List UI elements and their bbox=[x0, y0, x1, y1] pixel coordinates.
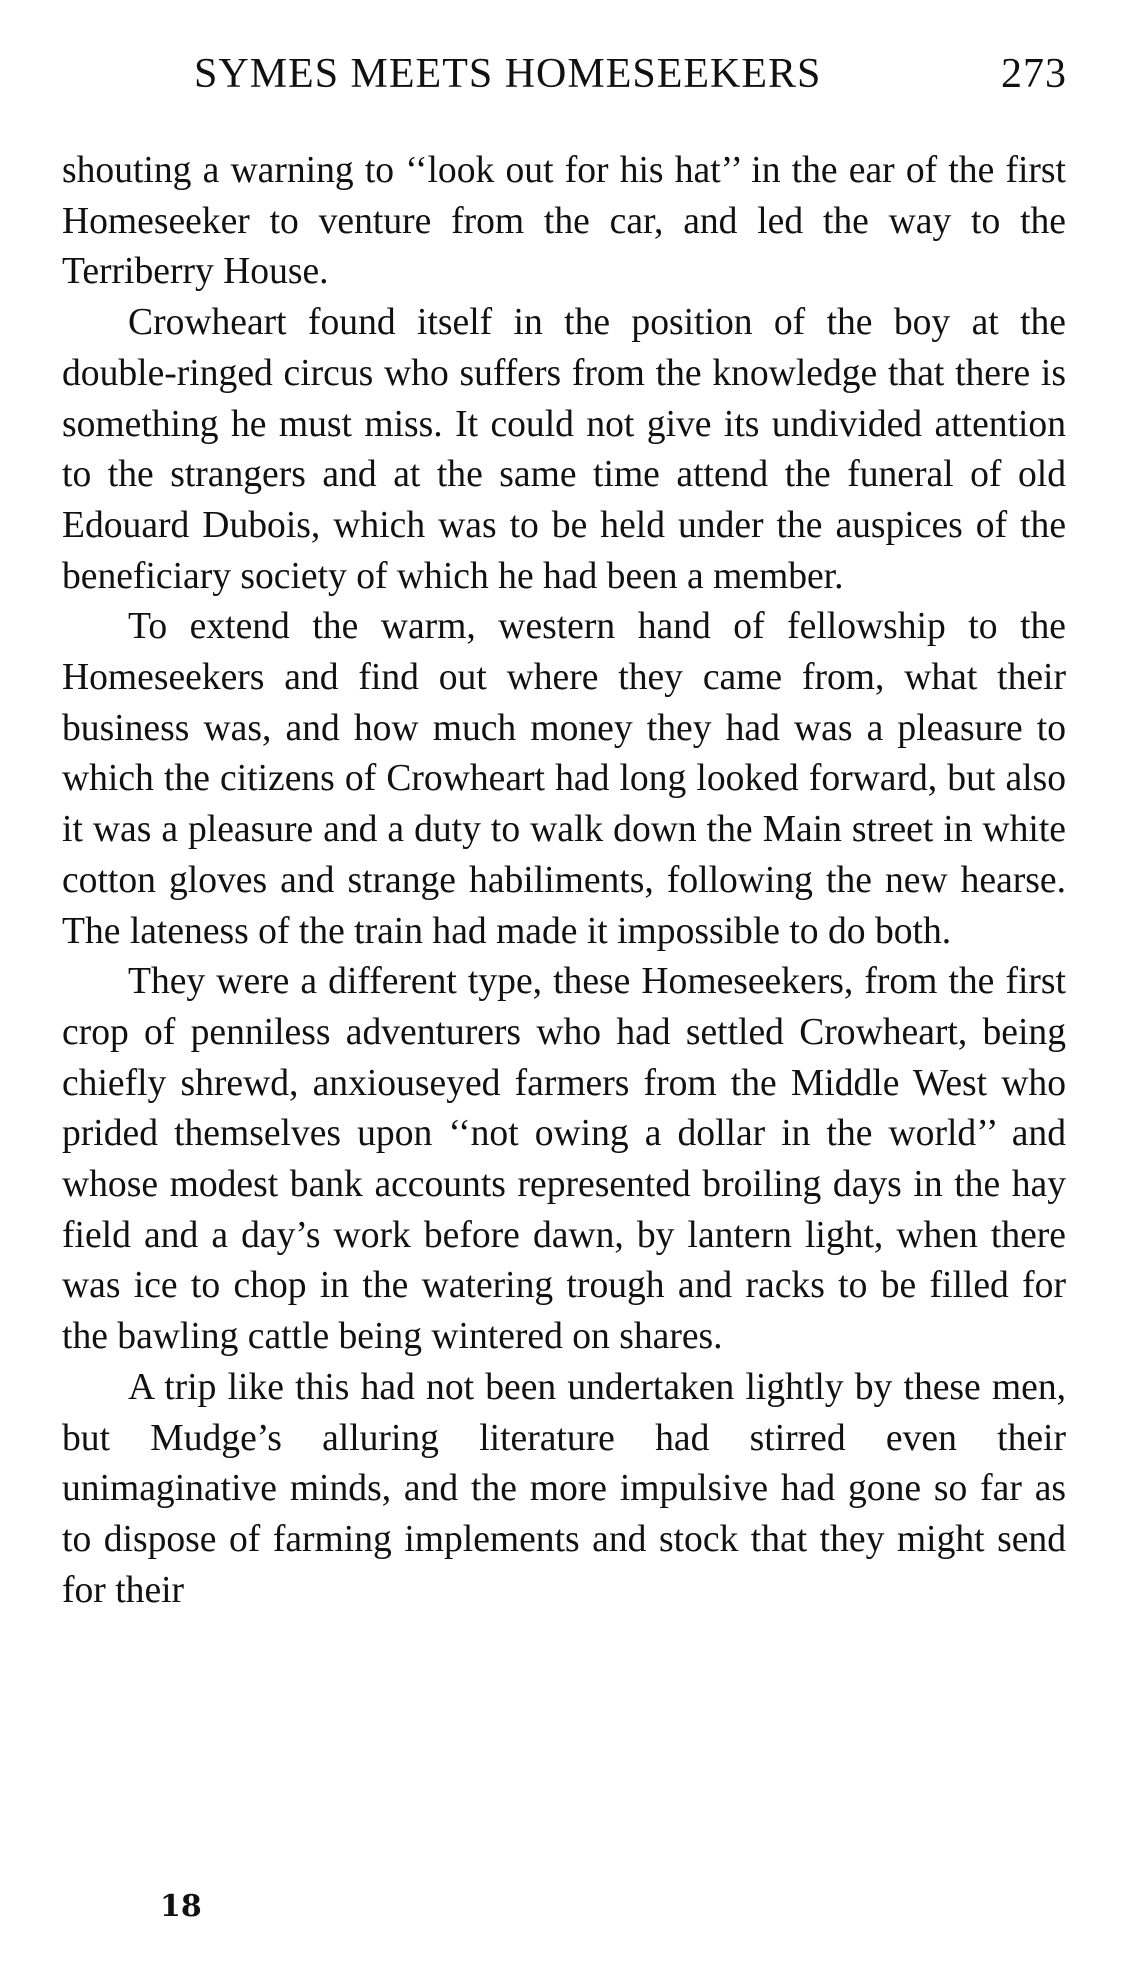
paragraph-1: shouting a warning to ‘‘look out for his hat’’ in the ear of the first Homeseeker to venture from the car, and led the way to the Terriberry House. bbox=[62, 150, 1066, 293]
paragraph-4: They were a different type, these Homeseekers, from the first crop of penniless adventurers who had settled Crowheart, being chiefly shrewd, anxiouseyed farmers from the Middle West who prided themselves upon ‘‘not owing a dollar in the world’’ and whose modest bank accounts represented broiling days in the hay field and a day’s work before dawn, by lantern light, when there was ice to chop in the watering trough and racks to be filled for the bawling cattle being wintered on shares. bbox=[62, 961, 1066, 1358]
page-number: 273 bbox=[1001, 51, 1067, 97]
running-title: SYMES MEETS HOMESEEKERS bbox=[194, 51, 822, 97]
running-head bbox=[62, 50, 1067, 110]
paragraph-5: A trip like this had not been undertaken lightly by these men, but Mudge’s alluring literature had stirred even their unimaginative minds, and the more impulsive had gone so far as to dispose of farming implements and stock that they might send for their bbox=[62, 1366, 1066, 1611]
body-text bbox=[62, 146, 1066, 1616]
paragraph-3: To extend the warm, western hand of fellowship to the Homeseekers and find out where they came from, what their business was, and how much money they had was a pleasure to which the citizens of Crowheart had long looked forward, but also it was a pleasure and a duty to walk down the Main street in white cotton gloves and strange habiliments, following the new hearse. The lateness of the train had made it impossible to do both. bbox=[62, 606, 1066, 952]
signature-mark: 18 bbox=[160, 1889, 202, 1924]
paragraph-2: Crowheart found itself in the position of the boy at the double-ringed circus who suffers from the knowledge that there is something he must miss. It could not give its undivided attention to the strangers and at the same time attend the funeral of old Edouard Dubois, which was to be held under the auspices of the beneficiary society of which he had been a member. bbox=[62, 302, 1066, 597]
